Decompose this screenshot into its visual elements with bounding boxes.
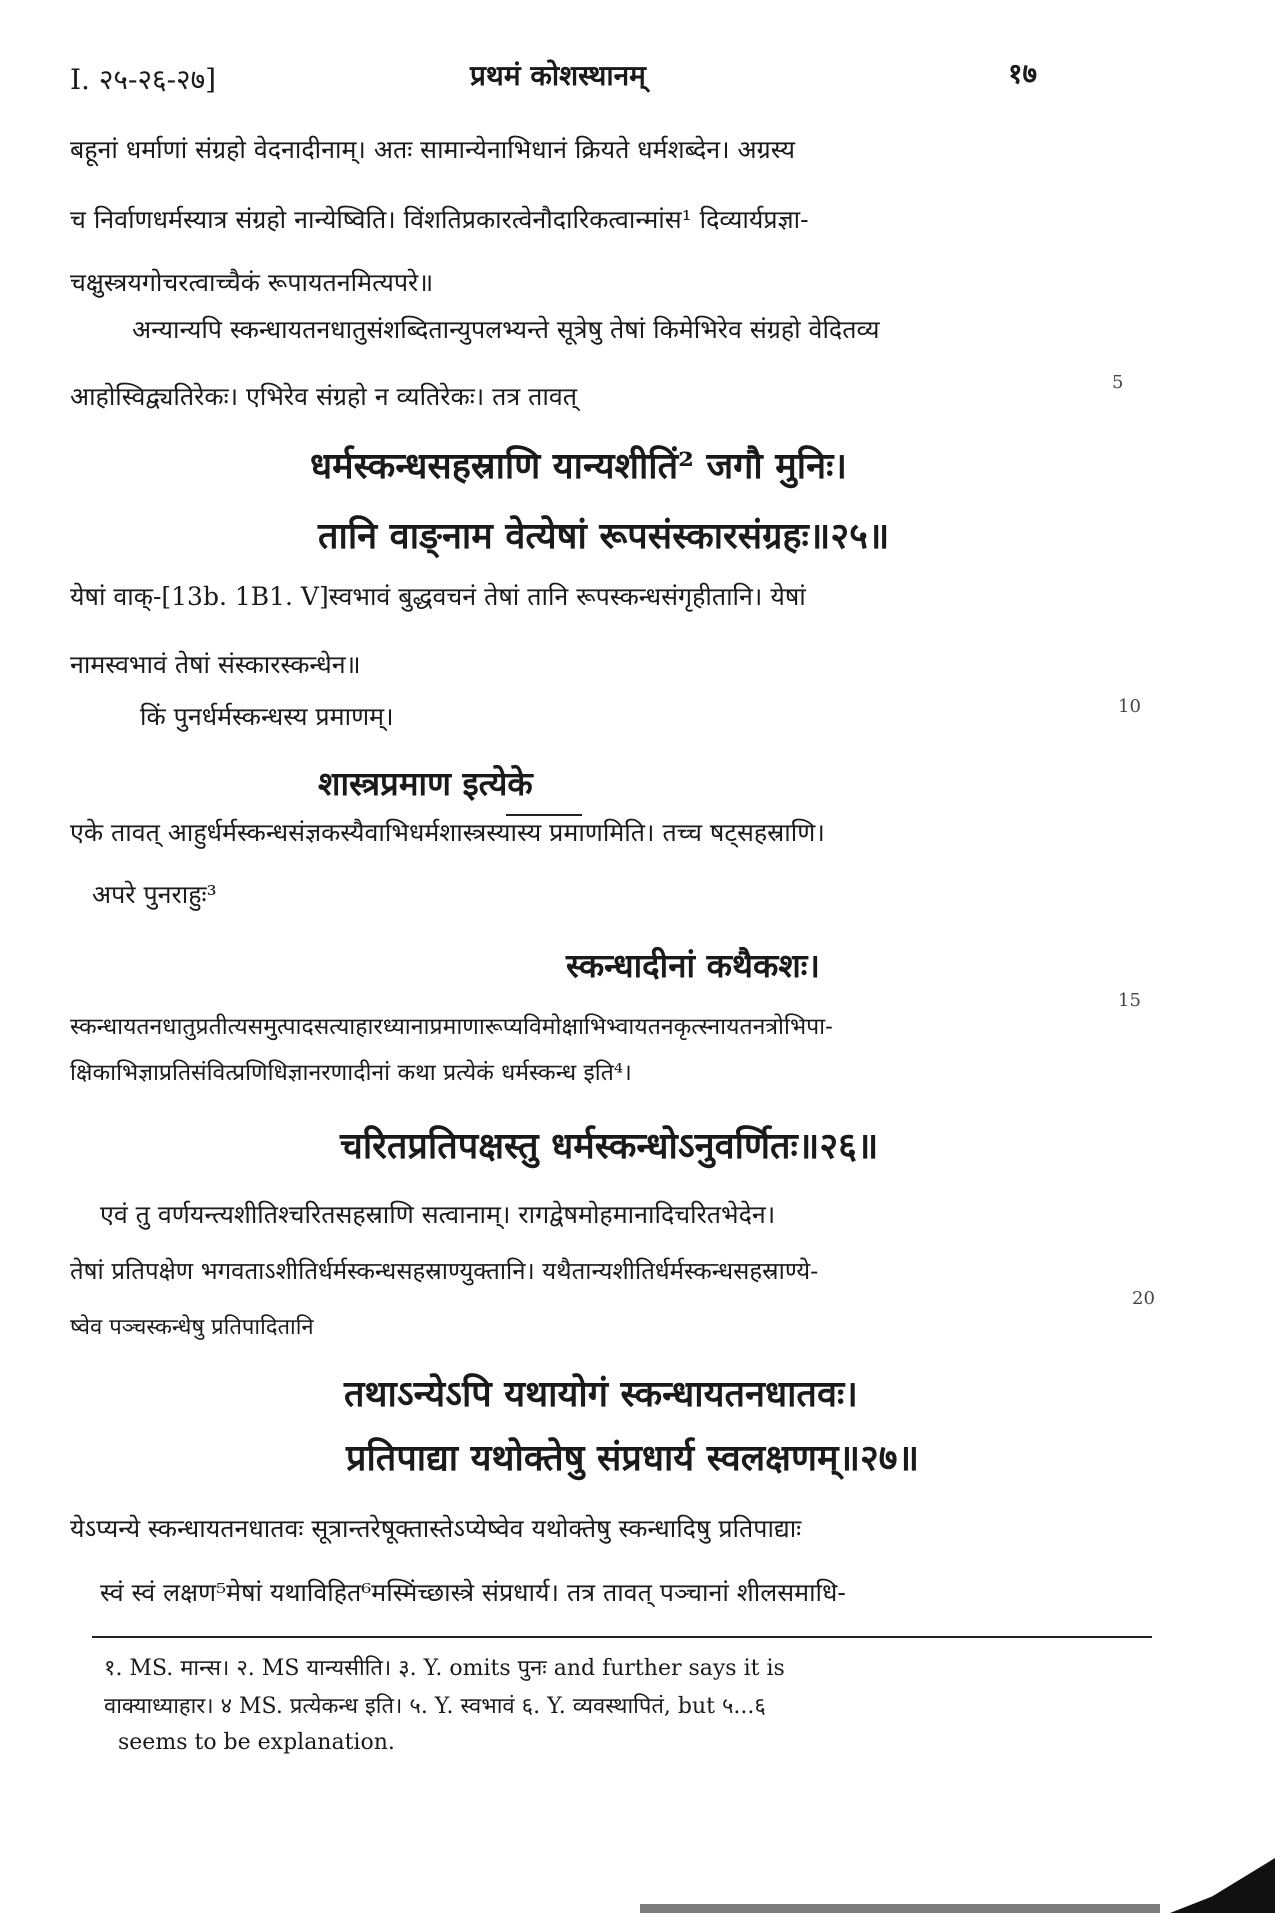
line-number-15: 15: [1118, 990, 1141, 1011]
text-line-5: आहोस्विद्व्यतिरेकः। एभिरेव संग्रहो न व्यतिरेकः। तत्र तावत्: [70, 382, 578, 411]
footnote-line-3: seems to be explanation.: [118, 1730, 395, 1755]
footnote-line-1: १. MS. मान्स। २. MS यान्यसीति। ३. Y. omits पुनः and further says it is: [104, 1656, 785, 1681]
verse-26-prelude: शास्त्रप्रमाण इत्येके: [318, 764, 533, 803]
text-line-9: एके तावत् आहुर्धर्मस्कन्धसंज्ञकस्यैवाभिधर्मशास्त्रस्यास्य प्रमाणमिति। तच्च षट्सहस्राणि।: [70, 818, 825, 847]
verse-25-line-1: धर्मस्कन्धसहस्राणि यान्यशीतिं² जगौ मुनिः।: [310, 445, 848, 487]
text-line-3: चक्षुस्त्रयगोचरत्वाच्चैकं रूपायतनमित्यपरे॥: [70, 268, 434, 297]
text-line-13: एवं तु वर्णयन्त्यशीतिश्चरितसहस्राणि सत्वानाम्। रागद्वेषमोहमानादिचरितभेदेन।: [100, 1200, 776, 1229]
text-line-2: च निर्वाणधर्मस्यात्र संग्रहो नान्येष्विति। विंशतिप्रकारत्वेनौदारिकत्वान्मांस¹ दिव्यार्यप्रज्ञा-: [70, 205, 809, 234]
header-left-ref: I. २५-२६-२७]: [70, 63, 217, 96]
text-line-14: तेषां प्रतिपक्षेण भगवताऽशीतिर्धर्मस्कन्धसहस्राण्युक्तानि। यथैतान्यशीतिर्धर्मस्कन्धसहस्राण्ये-: [70, 1257, 819, 1285]
line-number-5: 5: [1112, 372, 1124, 393]
verse-27-line-2: प्रतिपाद्या यथोक्तेषु संप्रधार्य स्वलक्षणम्॥२७॥: [346, 1437, 920, 1479]
text-line-15: ष्वेव पञ्चस्कन्धेषु प्रतिपादितानि: [70, 1315, 314, 1340]
verse-25-line-2: तानि वाङ्नाम वेत्येषां रूपसंस्कारसंग्रहः॥२५॥: [318, 515, 890, 557]
text-line-16: येऽप्यन्ये स्कन्धायतनधातवः सूत्रान्तरेषूक्तास्तेऽप्येष्वेव यथोक्तेषु स्कन्धादिषु प्रतिपाद्याः: [70, 1514, 802, 1543]
underline-mark: [506, 814, 582, 816]
text-line-7: नामस्वभावं तेषां संस्कारस्कन्धेन॥: [70, 650, 361, 679]
text-line-12: क्षिकाभिज्ञाप्रतिसंवित्प्रणिधिज्ञानरणादीनां कथा प्रत्येकं धर्मस्कन्ध इति⁴।: [70, 1060, 632, 1086]
text-line-10: अपरे पुनराहुः³: [92, 880, 217, 909]
verse-26-line-2: चरितप्रतिपक्षस्तु धर्मस्कन्धोऽनुवर्णितः॥२६॥: [340, 1125, 879, 1167]
header-page-number: १७: [1008, 57, 1038, 90]
text-line-11: स्कन्धायतनधातुप्रतीत्यसमुत्पादसत्याहारध्यानाप्रमाणारूप्यविमोक्षाभिभ्वायतनकृत्स्नायतनत्रोभिपा-: [70, 1014, 833, 1040]
text-line-17: स्वं स्वं लक्षण⁵मेषां यथाविहित⁶मस्मिंच्छास्त्रे संप्रधार्य। तत्र तावत् पञ्चानां शीलसमाधि-: [100, 1578, 846, 1607]
line-number-10: 10: [1118, 696, 1141, 717]
header-title: प्रथमं कोशस्थानम्: [470, 59, 646, 92]
verse-26-line-1: स्कन्धादीनां कथैकशः।: [566, 946, 820, 985]
line-number-20: 20: [1132, 1288, 1155, 1309]
footnote-separator: [92, 1636, 1152, 1638]
text-line-4: अन्यान्यपि स्कन्धायतनधातुसंशब्दितान्युपलभ्यन्ते सूत्रेषु तेषां किमेभिरेव संग्रहो वेदितव्य: [132, 315, 880, 344]
scan-bottom-strip: [640, 1904, 1160, 1913]
text-line-8: किं पुनर्धर्मस्कन्धस्य प्रमाणम्।: [140, 702, 394, 731]
verse-27-line-1: तथाऽन्येऽपि यथायोगं स्कन्धायतनधातवः।: [344, 1373, 858, 1415]
text-line-1: बहूनां धर्माणां संग्रहो वेदनादीनाम्। अतः सामान्येनाभिधानं क्रियते धर्मशब्देन। अग्रस्य: [70, 135, 795, 164]
text-line-6: येषां वाक्-[13b. 1B1. V]स्वभावं बुद्धवचनं तेषां तानि रूपस्कन्धसंगृहीतानि। येषां: [70, 582, 806, 611]
footnote-line-2: वाक्याध्याहार। ४ MS. प्रत्येकन्ध इति। ५. Y. स्वभावं ६. Y. व्यवस्थापितं, but ५...६: [104, 1694, 766, 1719]
scan-edge-shadow: [1170, 1858, 1275, 1913]
